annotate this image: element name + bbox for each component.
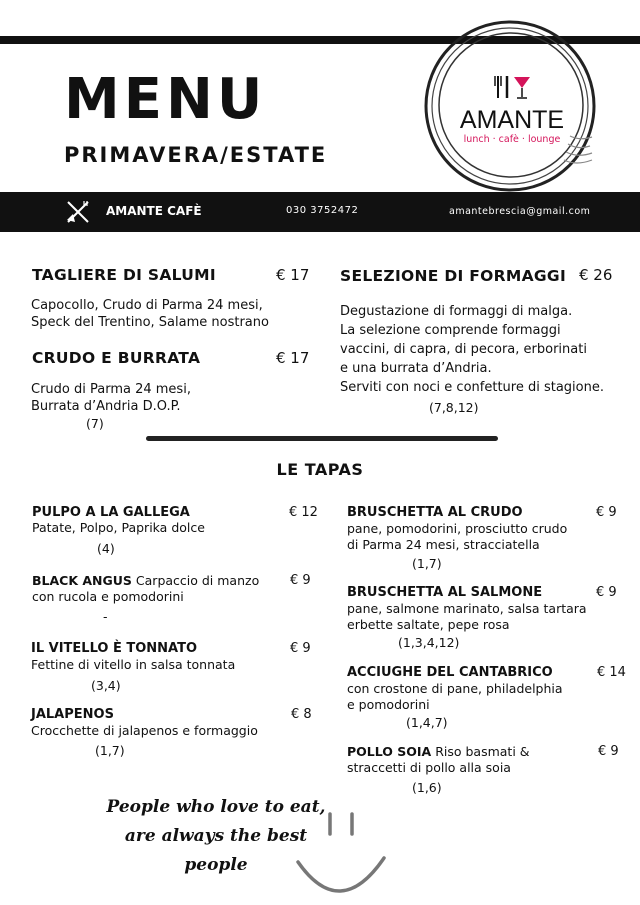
bruschetta-crudo-desc: pane, pomodorini, prosciutto crudo di Parma 24 mesi, stracciatella [347, 521, 568, 552]
quote-text: People who love to eat, are always the best people [106, 797, 326, 875]
angus-title: BLACK ANGUS Carpaccio di manzo [32, 573, 260, 588]
angus-desc: con rucola e pomodorini [32, 589, 184, 604]
tagliere-title: TAGLIERE DI SALUMI [32, 266, 216, 284]
formaggi-title: SELEZIONE DI FORMAGGI [340, 267, 567, 285]
formaggi-allergens: (7,8,12) [429, 400, 479, 415]
bruschetta-crudo-allergens: (1,7) [412, 556, 442, 571]
phone-number[interactable]: 030 3752472 [286, 205, 359, 216]
tagliere-price: € 17 [276, 266, 310, 284]
pollo-price: € 9 [598, 744, 619, 759]
logo-name: AMANTE [459, 106, 565, 134]
menu-title: MENU [64, 67, 267, 132]
bruschetta-salmone-allergens: (1,3,4,12) [398, 635, 460, 650]
pulpo-price: € 12 [289, 505, 318, 520]
pulpo-desc: Patate, Polpo, Paprika dolce [32, 520, 205, 535]
acciughe-desc: con crostone di pane, philadelphia e pomodorini [347, 681, 563, 712]
acciughe-title: ACCIUGHE DEL CANTABRICO [347, 665, 553, 680]
crudo-price: € 17 [276, 349, 310, 367]
tapas-title: LE TAPAS [276, 460, 364, 479]
smiley-icon [290, 810, 390, 900]
jalapenos-desc: Crocchette di jalapenos e formaggio [31, 723, 258, 738]
angus-allergens: - [103, 609, 108, 624]
pulpo-title: PULPO A LA GALLEGA [32, 505, 190, 520]
formaggi-desc: Degustazione di formaggi di malga. La selezione comprende formaggi vaccini, di capra, di pecora, erborinati e una burrata d’Andria. Serviti con noci e confetture di stagione. [340, 304, 604, 395]
info-bar [0, 192, 640, 232]
vitello-price: € 9 [290, 641, 311, 656]
bruschetta-salmone-title: BRUSCHETTA AL SALMONE [347, 585, 543, 600]
fork-knife-icon [495, 76, 507, 98]
bruschetta-crudo-price: € 9 [596, 505, 617, 520]
crudo-allergens: (7) [86, 416, 104, 431]
formaggi-price: € 26 [579, 266, 613, 284]
crossed-cutlery-icon [64, 198, 92, 226]
logo-tagline: lunch · cafè · lounge [463, 134, 561, 145]
season-title: PRIMAVERA/ESTATE [64, 143, 328, 167]
pollo-allergens: (1,6) [412, 780, 442, 795]
amante-logo [418, 14, 602, 198]
pulpo-allergens: (4) [97, 541, 115, 556]
acciughe-allergens: (1,4,7) [406, 715, 448, 730]
crudo-desc: Crudo di Parma 24 mesi, Burrata d’Andria D.O.P. [31, 382, 191, 414]
section-divider [146, 436, 498, 441]
vitello-title: IL VITELLO È TONNATO [31, 641, 198, 656]
cocktail-glass-icon [514, 77, 530, 98]
brand-label: AMANTE CAFÈ [106, 204, 202, 218]
email-address[interactable]: amantebrescia@gmail.com [449, 206, 591, 217]
bruschetta-crudo-title: BRUSCHETTA AL CRUDO [347, 505, 523, 520]
vitello-desc: Fettine di vitello in salsa tonnata [31, 657, 236, 672]
pollo-desc: straccetti di pollo alla soia [347, 760, 511, 775]
pollo-title: POLLO SOIA Riso basmati & [347, 744, 530, 759]
jalapenos-title: JALAPENOS [31, 707, 114, 722]
jalapenos-price: € 8 [291, 707, 312, 722]
crudo-title: CRUDO E BURRATA [32, 349, 201, 367]
vitello-allergens: (3,4) [91, 678, 121, 693]
bruschetta-salmone-desc: pane, salmone marinato, salsa tartara erbette saltate, pepe rosa [347, 601, 587, 632]
tagliere-desc: Capocollo, Crudo di Parma 24 mesi, Speck del Trentino, Salame nostrano [31, 298, 269, 330]
acciughe-price: € 14 [597, 665, 626, 680]
bruschetta-salmone-price: € 9 [596, 585, 617, 600]
jalapenos-allergens: (1,7) [95, 743, 125, 758]
angus-price: € 9 [290, 573, 311, 588]
